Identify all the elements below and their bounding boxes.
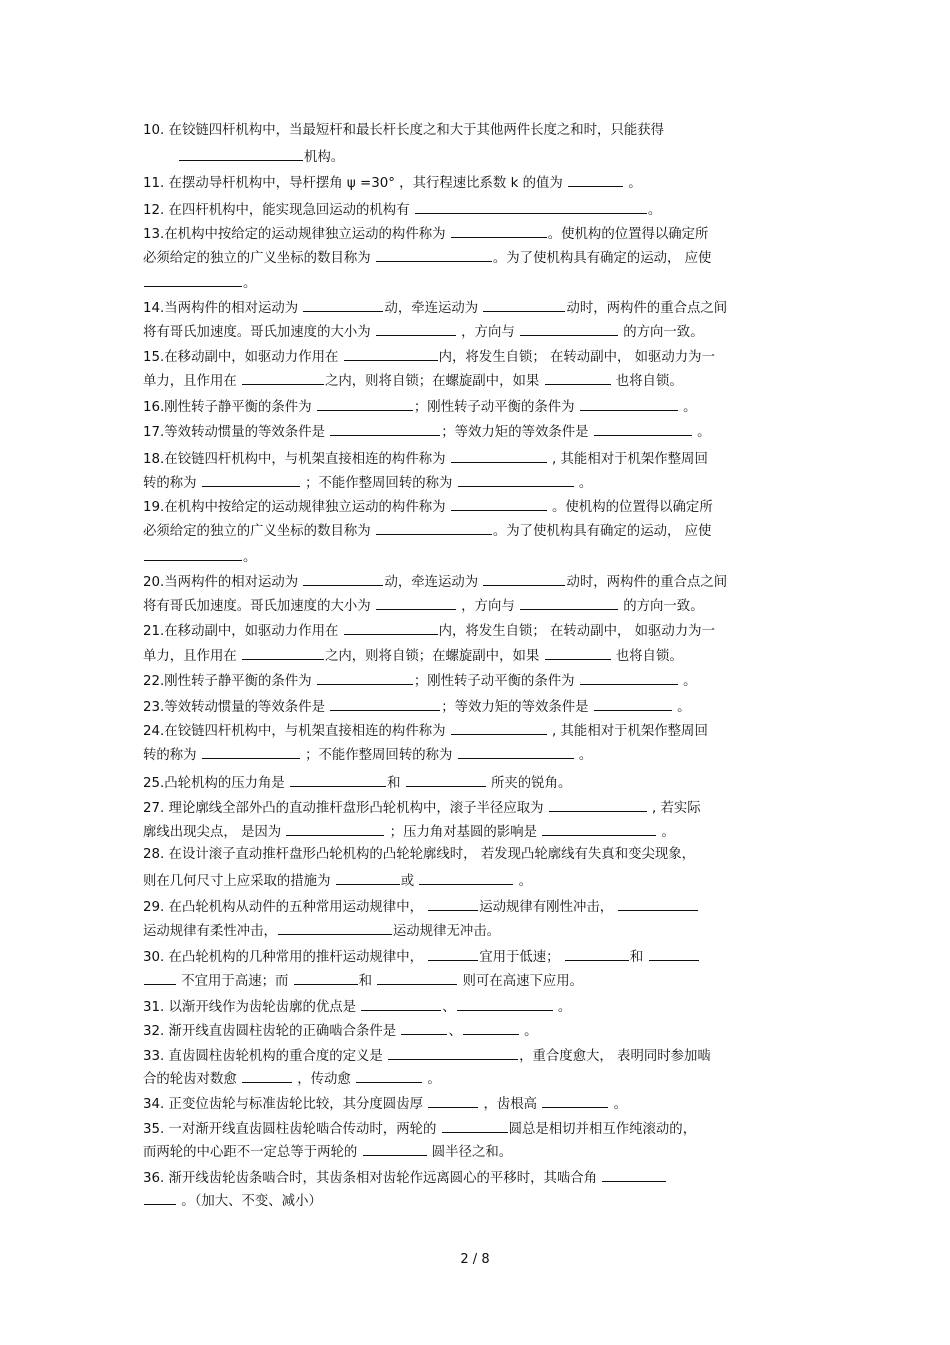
answer-blank[interactable] [457,996,553,1011]
line-text: 、 [448,1024,462,1039]
line-text: 则在几何尺寸上应采取的措施为 [143,874,335,889]
line-text: 也将自锁。 [611,374,683,389]
answer-blank[interactable] [303,571,383,586]
answer-blank[interactable] [242,645,324,660]
line-text: 24.在铰链四杆机构中，与机架直接相连的构件称为 [143,724,450,739]
line-text: 10. 在铰链四杆机构中，当最短杆和最长杆长度之和大于其他两件长度之和时，只能获得 [143,123,665,138]
line-text: 。为了使机构具有确定的运动， 应使 [492,251,712,266]
answer-blank[interactable] [463,1020,519,1035]
line-text: 22.刚性转子静平衡的条件为 [143,674,316,689]
text-line [143,272,256,293]
text-line [143,645,683,666]
answer-blank[interactable] [376,321,456,336]
answer-blank[interactable] [565,946,629,961]
text-line [143,448,708,469]
line-text: 。使机构的位置得以确定所 [547,500,713,515]
line-text: 13.在机构中按给定的运动规律独立运动的构件称为 [143,227,450,242]
answer-blank[interactable] [458,744,574,759]
answer-blank[interactable] [428,946,478,961]
line-text: 运动规律有柔性冲击， [143,924,277,939]
answer-blank[interactable] [442,1118,508,1133]
line-text: 。 [514,874,533,889]
line-text: 16.刚性转子静平衡的条件为 [143,400,316,415]
answer-blank[interactable] [428,1093,478,1108]
line-text: 14.当两构件的相对运动为 [143,301,303,316]
text-line [143,772,571,793]
line-text: ，传动愈 [293,1072,356,1087]
line-text: 机构。 [304,150,345,165]
line-text: 12. 在四杆机构中，能实现急回运动的机构有 [143,203,414,218]
answer-blank[interactable] [356,1068,422,1083]
text-line [143,496,713,517]
line-text: , 其能相对于机架作整周回 [547,452,708,467]
line-text: 之内，则将自锁；在螺旋副中，如果 [325,649,544,664]
line-text: 。使机构的位置得以确定所 [547,227,709,242]
line-text: 11. 在摆动导杆机构中，导杆摆角 ψ =30° ，其行程速比系数 k 的值为 [143,176,568,191]
line-text: 转的称为 [143,476,201,491]
answer-blank[interactable] [568,172,623,187]
line-text: 。 [657,825,675,840]
text-line [143,297,727,318]
line-text: 内，将发生自锁； 在转动副中， 如驱动力为一 [438,350,715,365]
text-line [143,472,592,493]
text-line [143,670,696,691]
line-text: 动，牵连运动为 [384,575,483,590]
text-line [143,247,711,268]
line-text: ；等效力矩的等效条件是 [441,425,593,440]
text-line [143,720,708,741]
text-line [143,620,715,641]
text-line [143,346,715,367]
line-text: 不宜用于高速；而 [177,974,293,989]
line-text: 单力，且作用在 [143,374,241,389]
answer-blank[interactable] [344,620,438,635]
line-text: 17.等效转动惯量的等效条件是 [143,425,330,440]
line-text: 必须给定的独立的广义坐标的数目称为 [143,251,375,266]
line-text: 。 [243,276,257,291]
line-text: 或 [400,874,419,889]
line-text: 廓线出现尖点， 是因为 [143,825,286,840]
text-line [143,1141,512,1162]
line-text: ，方向与 [456,325,519,340]
text-line [143,172,642,193]
text-line [143,571,727,592]
line-text: 31. 以渐开线作为齿轮齿廓的优点是 [143,1000,361,1015]
answer-blank[interactable] [376,595,456,610]
line-text: , 其能相对于机架作整周回 [547,724,708,739]
text-line [143,797,701,818]
line-text: 运动规律无冲击。 [392,924,501,939]
line-text: 。 [519,1024,538,1039]
answer-blank[interactable] [580,396,678,411]
answer-blank[interactable] [286,821,384,836]
answer-blank[interactable] [415,199,647,214]
text-line [143,744,592,765]
line-text: ，重合度愈大， 表明同时参加啮 [519,1049,711,1064]
line-text: 圆总是相切并相互作纯滚动的， [508,1122,697,1137]
answer-blank[interactable] [144,970,176,985]
text-line [143,595,704,616]
text-line [143,321,704,342]
answer-blank[interactable] [602,1167,666,1182]
text-line [143,1190,322,1211]
line-text: 的方向一致。 [618,325,704,340]
line-text: 27. 理论廓线全部外凸的直动推杆盘形凸轮机构中，滚子半径应取为 [143,801,548,816]
text-line [143,970,583,991]
line-text: 必须给定的独立的广义坐标的数目称为 [143,524,375,539]
line-text: 36. 渐开线齿轮齿条啮合时，其齿条相对齿轮作远离圆心的平移时，其啮合角 [143,1171,602,1186]
line-text: 将有哥氏加速度。哥氏加速度的大小为 [143,325,375,340]
answer-blank[interactable] [330,421,440,436]
line-text: 30. 在凸轮机构的几种常用的推杆运动规律中， [143,950,428,965]
answer-blank[interactable] [363,1141,427,1156]
answer-blank[interactable] [242,370,324,385]
answer-blank[interactable] [549,797,647,812]
answer-blank[interactable] [303,297,383,312]
answer-blank[interactable] [545,370,611,385]
text-line [143,370,683,391]
line-text: 34. 正变位齿轮与标准齿轮比较，其分度圆齿厚 [143,1097,428,1112]
line-text: 之内，则将自锁；在螺旋副中，如果 [325,374,544,389]
text-line [143,946,700,967]
line-text: 所夹的锐角。 [486,776,572,791]
text-line [143,421,710,442]
answer-blank[interactable] [144,272,242,287]
text-line [143,696,690,717]
line-text: 。 [672,700,691,715]
line-text: 28. 在设计滚子直动推杆盘形凸轮机构的凸轮轮廓线时， 若发现凸轮廓线有失真和变尖现象， [143,847,696,862]
text-line [143,122,664,140]
text-line [143,396,696,417]
line-text: ；不能作整周回转的称为 [300,748,457,763]
text-line [143,546,256,567]
answer-blank[interactable] [317,396,413,411]
answer-blank[interactable] [419,870,513,885]
line-text: 33. 直齿圆柱齿轮机构的重合度的定义是 [143,1049,388,1064]
answer-blank[interactable] [594,421,692,436]
line-text: 也将自锁。 [611,649,683,664]
answer-blank[interactable] [361,996,441,1011]
line-text: ；不能作整周回转的称为 [300,476,457,491]
line-text: 。 [678,674,697,689]
answer-blank[interactable] [618,896,698,911]
line-text: 单力，且作用在 [143,649,241,664]
line-text: 。 [574,476,593,491]
text-line [143,223,708,244]
text-line [143,821,675,842]
answer-blank[interactable] [428,896,478,911]
line-text: 而两轮的中心距不一定总等于两轮的 [143,1145,362,1160]
answer-blank[interactable] [594,696,672,711]
answer-blank[interactable] [294,970,358,985]
line-text: 圆半径之和。 [427,1145,513,1160]
answer-blank[interactable] [179,146,303,161]
line-text: 。 [647,203,662,218]
line-text: ，齿根高 [479,1097,542,1112]
page-number: 2 / 8 [460,1252,490,1267]
answer-blank[interactable] [520,321,618,336]
text-line [143,920,500,941]
line-text: 20.当两构件的相对运动为 [143,575,303,590]
answer-blank[interactable] [451,223,547,238]
text-line [143,1068,441,1089]
answer-blank[interactable] [290,772,386,787]
line-text: 运动规律有刚性冲击， [479,900,618,915]
answer-blank[interactable] [376,520,492,535]
line-text: 。为了使机构具有确定的运动， 应使 [492,524,712,539]
line-text: 合的轮齿对数愈 [143,1072,241,1087]
text-line [143,1045,711,1066]
line-text: ；等效力矩的等效条件是 [441,700,593,715]
answer-blank[interactable] [202,744,300,759]
answer-blank[interactable] [483,571,565,586]
line-text: ，方向与 [456,599,519,614]
line-text: , 若实际 [647,801,701,816]
line-text: 。 [423,1072,441,1087]
answer-blank[interactable] [406,772,486,787]
line-text: 内，将发生自锁； 在转动副中， 如驱动力为一 [438,624,715,639]
answer-blank[interactable] [451,448,547,463]
answer-blank[interactable] [144,1190,176,1205]
answer-blank[interactable] [388,1045,518,1060]
line-text: 将有哥氏加速度。哥氏加速度的大小为 [143,599,375,614]
line-text: 18.在铰链四杆机构中，与机架直接相连的构件称为 [143,452,450,467]
line-text: 动时，两构件的重合点之间 [566,575,728,590]
line-text: 35. 一对渐开线直齿圆柱齿轮啮合传动时，两轮的 [143,1122,441,1137]
answer-blank[interactable] [520,595,618,610]
line-text: 。 [624,176,642,191]
line-text: 宜用于低速； [479,950,564,965]
answer-blank[interactable] [458,472,574,487]
text-line [178,146,344,167]
text-line [143,199,661,220]
line-text: 32. 渐开线直齿圆柱齿轮的正确啮合条件是 [143,1024,401,1039]
line-text: 转的称为 [143,748,201,763]
answer-blank[interactable] [401,1020,447,1035]
answer-blank[interactable] [451,720,547,735]
line-text: 。 [553,1000,572,1015]
answer-blank[interactable] [649,946,699,961]
line-text: 19.在机构中按给定的运动规律独立运动的构件称为 [143,500,450,515]
line-text: 25.凸轮机构的压力角是 [143,776,290,791]
answer-blank[interactable] [202,472,300,487]
line-text: 。 [678,400,697,415]
line-text: 。 [243,550,257,565]
text-line [143,520,711,541]
text-line [143,1167,667,1188]
line-text: 和 [358,974,377,989]
answer-blank[interactable] [144,546,242,561]
line-text: ；刚性转子动平衡的条件为 [413,674,579,689]
answer-blank[interactable] [483,297,565,312]
line-text: 动，牵连运动为 [384,301,483,316]
answer-blank[interactable] [376,247,492,262]
line-text: 29. 在凸轮机构从动件的五种常用运动规律中， [143,900,428,915]
line-text: 的方向一致。 [618,599,704,614]
answer-blank[interactable] [330,696,440,711]
answer-blank[interactable] [545,645,611,660]
line-text: 和 [629,950,648,965]
line-text: 。 [574,748,593,763]
answer-blank[interactable] [317,670,413,685]
answer-blank[interactable] [377,970,457,985]
answer-blank[interactable] [542,821,656,836]
answer-blank[interactable] [451,496,547,511]
line-text: 则可在高速下应用。 [458,974,584,989]
line-text: 动时，两构件的重合点之间 [566,301,728,316]
answer-blank[interactable] [336,870,400,885]
line-text: ；压力角对基圆的影响是 [385,825,542,840]
text-line [143,870,532,891]
text-line [143,846,695,864]
answer-blank[interactable] [278,920,392,935]
line-text: 15.在移动副中，如驱动力作用在 [143,350,343,365]
line-text: 21.在移动副中，如驱动力作用在 [143,624,343,639]
text-line [143,996,571,1017]
text-line [143,896,699,917]
line-text: 。 [609,1097,627,1112]
line-text: 和 [387,776,405,791]
line-text: 、 [442,1000,456,1015]
answer-blank[interactable] [344,346,438,361]
line-text: ；刚性转子动平衡的条件为 [413,400,579,415]
text-line [143,1118,696,1139]
text-line [143,1020,538,1041]
text-line [143,1093,627,1114]
line-text: 。 [692,425,711,440]
answer-blank[interactable] [242,1068,292,1083]
answer-blank[interactable] [580,670,678,685]
answer-blank[interactable] [542,1093,608,1108]
line-text: 23.等效转动惯量的等效条件是 [143,700,330,715]
line-text: 。（加大、不变、减小） [177,1194,322,1209]
